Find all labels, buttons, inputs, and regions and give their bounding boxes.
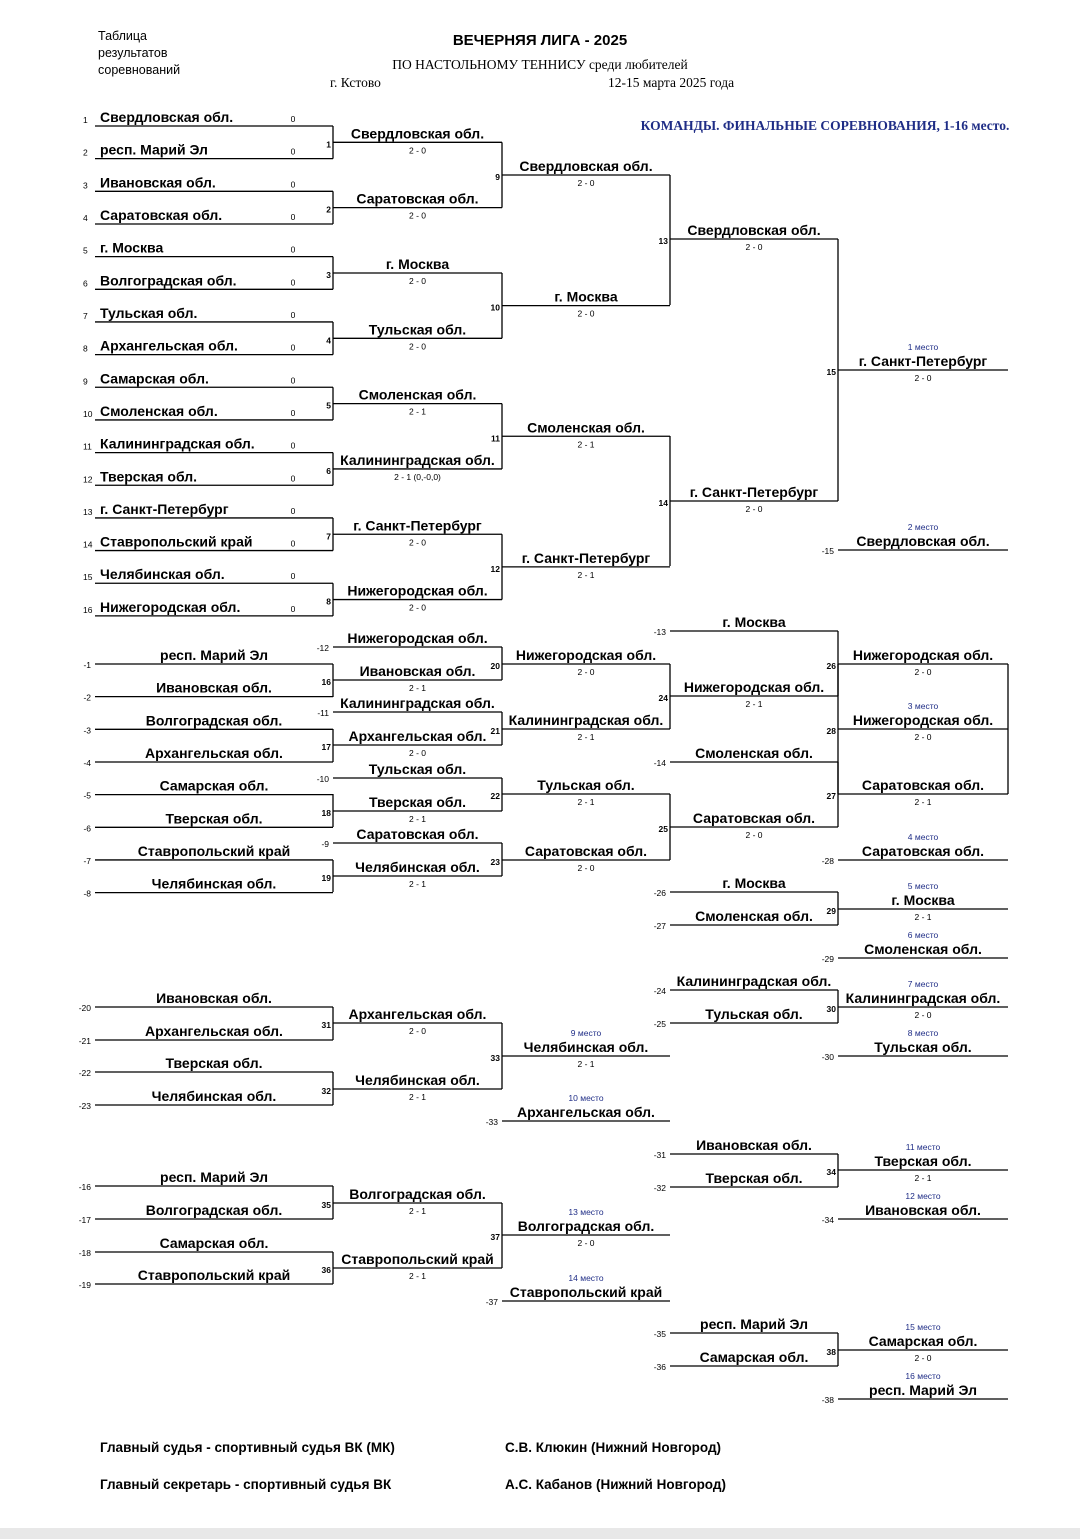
- thirteenth-winner-35: Волгоградская обл.: [349, 1186, 486, 1202]
- draw-no-16: 16: [83, 604, 93, 615]
- r3-winner-11-score: 2 - 1: [577, 439, 595, 450]
- chief-judge-name: С.В. Клюкин (Нижний Новгород): [505, 1440, 722, 1455]
- r2-winner-2: Саратовская обл.: [356, 190, 479, 207]
- loser-22: Тверская обл.: [165, 1055, 263, 1071]
- loser-27-ref: -27: [653, 921, 666, 931]
- draw-score-4: 0: [290, 211, 296, 222]
- semi-winner-14-score: 2 - 0: [745, 504, 763, 514]
- loser-32: Тверская обл.: [705, 1170, 803, 1186]
- loser-24-ref: -24: [653, 986, 666, 996]
- loser-8: Челябинская обл.: [151, 875, 277, 892]
- loser-15: Свердловская обл.: [856, 533, 990, 549]
- loser-33: Архангельская обл.: [517, 1104, 655, 1120]
- draw-score-7: 0: [290, 309, 296, 320]
- draw-score-8: 0: [290, 342, 296, 353]
- draw-team-6: Волгоградская обл.: [100, 272, 237, 289]
- place-7-label: 7 место: [907, 979, 939, 989]
- fifteenth-winner-38-match-no: 38: [826, 1347, 836, 1357]
- loser-5-ref: -5: [83, 790, 91, 801]
- cons-winner-16-score: 2 - 1: [408, 683, 427, 693]
- loser-7-ref: -7: [83, 855, 91, 866]
- semi-winner-13-match-no: 13: [658, 236, 668, 246]
- place-2-label: 2 место: [907, 522, 939, 532]
- draw-no-5: 5: [83, 245, 88, 256]
- loser-36: Самарская обл.: [699, 1349, 809, 1365]
- third-winner-28: Нижегородская обл.: [852, 712, 994, 728]
- draw-score-12: 0: [290, 473, 296, 484]
- draw-no-11: 11: [83, 441, 92, 452]
- loser-2: Ивановская обл.: [156, 679, 272, 696]
- r3-winner-11: Смоленская обл.: [527, 419, 645, 436]
- page-title: ВЕЧЕРНЯЯ ЛИГА - 2025: [452, 32, 628, 49]
- loser-29-ref: -29: [821, 954, 834, 964]
- cons-winner-26: Нижегородская обл.: [852, 647, 994, 663]
- loser-11: Калининградская обл.: [340, 695, 495, 711]
- cons-winner-27-score: 2 - 1: [914, 797, 932, 807]
- chief-secretary-name: А.С. Кабанов (Нижний Новгород): [505, 1477, 726, 1492]
- cons-winner-16: Ивановская обл.: [359, 663, 476, 679]
- loser-28: Саратовская обл.: [861, 843, 985, 859]
- loser-37: Ставропольский край: [509, 1284, 663, 1300]
- cons-winner-20: Нижегородская обл.: [515, 647, 657, 663]
- loser-10: Тульская обл.: [368, 761, 467, 777]
- loser-14-ref: -14: [653, 758, 666, 768]
- loser-27: Смоленская обл.: [695, 908, 813, 924]
- event-city: г. Кстово: [330, 75, 381, 90]
- cons-winner-23: Саратовская обл.: [524, 843, 648, 859]
- chief-secretary-role: Главный секретарь - спортивный судья ВК: [100, 1477, 392, 1492]
- ninth-winner-31: Архангельская обл.: [348, 1006, 487, 1022]
- seventh-winner-30-score: 2 - 0: [914, 1010, 932, 1020]
- thirteenth-winner-35-score: 2 - 1: [408, 1206, 427, 1216]
- loser-3-ref: -3: [83, 725, 91, 736]
- third-winner-28-score: 2 - 0: [914, 732, 932, 742]
- loser-35: респ. Марий Эл: [700, 1316, 808, 1332]
- draw-team-16: Нижегородская обл.: [100, 598, 241, 615]
- draw-score-3: 0: [290, 179, 296, 190]
- draw-no-4: 4: [83, 212, 88, 223]
- cons-winner-26-score: 2 - 0: [914, 667, 932, 677]
- place-3-label: 3 место: [907, 701, 939, 711]
- place-10-label: 10 место: [568, 1093, 604, 1103]
- r2-winner-4: Тульская обл.: [368, 321, 467, 338]
- r3-winner-12-match-no: 12: [490, 563, 500, 574]
- r2-winner-3: г. Москва: [385, 255, 450, 272]
- cons-winner-16-match-no: 16: [321, 677, 331, 687]
- r2-winner-7-score: 2 - 0: [408, 537, 427, 548]
- loser-20-ref: -20: [78, 1003, 91, 1013]
- loser-18: Самарская обл.: [159, 1235, 269, 1251]
- cons-winner-19-score: 2 - 1: [408, 879, 427, 889]
- r2-winner-7: г. Санкт-Петербург: [353, 517, 482, 534]
- loser-37-ref: -37: [485, 1297, 498, 1307]
- draw-no-7: 7: [83, 310, 88, 321]
- cons-winner-24-match-no: 24: [658, 693, 668, 703]
- place-5-label: 5 место: [907, 881, 939, 891]
- fifth-winner-29-match-no: 29: [826, 906, 836, 916]
- thirteenth-winner-36-score: 2 - 1: [408, 1271, 427, 1281]
- draw-no-8: 8: [83, 343, 88, 354]
- loser-21-ref: -21: [78, 1036, 91, 1046]
- cons-winner-17-score: 2 - 0: [408, 748, 427, 758]
- loser-19: Ставропольский край: [137, 1267, 291, 1283]
- loser-23: Челябинская обл.: [151, 1088, 277, 1104]
- thirteenth-winner-37: Волгоградская обл.: [517, 1218, 655, 1234]
- place-15-label: 15 место: [905, 1322, 941, 1332]
- draw-score-9: 0: [290, 375, 296, 386]
- draw-team-8: Архангельская обл.: [100, 337, 238, 354]
- r3-winner-12: г. Санкт-Петербург: [521, 549, 651, 566]
- loser-1: респ. Марий Эл: [160, 647, 268, 663]
- cons-winner-19-match-no: 19: [321, 873, 331, 883]
- fifth-winner-29: г. Москва: [891, 892, 955, 908]
- draw-score-14: 0: [290, 538, 296, 549]
- draw-no-6: 6: [83, 278, 88, 289]
- cons-winner-27-match-no: 27: [826, 791, 836, 801]
- place-12-label: 12 место: [905, 1191, 941, 1201]
- cons-winner-24-score: 2 - 1: [745, 699, 763, 709]
- r2-winner-6: Калининградская обл.: [340, 451, 495, 468]
- semi-winner-14-match-no: 14: [658, 498, 668, 508]
- draw-team-12: Тверская обл.: [100, 468, 198, 485]
- loser-16: респ. Марий Эл: [160, 1169, 268, 1185]
- r2-winner-6-score: 2 - 1 (0,-0,0): [394, 471, 441, 482]
- cons-winner-21: Калининградская обл.: [508, 712, 664, 728]
- cons-winner-21-score: 2 - 1: [577, 732, 595, 742]
- draw-team-9: Самарская обл.: [100, 370, 209, 387]
- draw-team-5: г. Москва: [100, 239, 164, 256]
- loser-31: Ивановская обл.: [696, 1137, 812, 1153]
- draw-no-14: 14: [83, 539, 93, 550]
- draw-no-15: 15: [83, 572, 93, 583]
- loser-17: Волгоградская обл.: [145, 1202, 283, 1218]
- r3-winner-12-score: 2 - 1: [577, 569, 595, 580]
- final-winner-15: г. Санкт-Петербург: [858, 353, 988, 369]
- loser-30: Тульская обл.: [874, 1039, 972, 1055]
- r3-winner-10-score: 2 - 0: [577, 308, 595, 319]
- draw-team-4: Саратовская обл.: [100, 206, 223, 223]
- loser-19-ref: -19: [78, 1280, 91, 1290]
- loser-11-ref: -11: [317, 708, 329, 718]
- draw-team-2: респ. Марий Эл: [100, 141, 208, 158]
- r2-winner-8-score: 2 - 0: [408, 602, 427, 613]
- loser-8-ref: -8: [83, 888, 91, 899]
- loser-13-ref: -13: [653, 627, 666, 637]
- loser-4-ref: -4: [83, 757, 91, 768]
- cons-winner-27: Саратовская обл.: [861, 777, 985, 793]
- cons-winner-21-match-no: 21: [490, 726, 500, 736]
- draw-score-1: 0: [290, 114, 296, 124]
- loser-26: г. Москва: [722, 875, 786, 891]
- cons-winner-22-match-no: 22: [490, 791, 500, 801]
- loser-12: Нижегородская обл.: [347, 630, 488, 646]
- draw-no-9: 9: [83, 376, 88, 387]
- r2-winner-3-score: 2 - 0: [408, 275, 427, 286]
- place-14-label: 14 место: [568, 1273, 604, 1283]
- cons-winner-20-score: 2 - 0: [577, 667, 595, 677]
- r3-winner-10-match-no: 10: [490, 302, 500, 313]
- cons-winner-25: Саратовская обл.: [692, 810, 816, 826]
- place-9-label: 9 место: [570, 1028, 602, 1038]
- r2-winner-1: Свердловская обл.: [350, 125, 485, 142]
- loser-29: Смоленская обл.: [864, 941, 982, 957]
- loser-4: Архангельская обл.: [145, 744, 283, 761]
- draw-score-13: 0: [290, 505, 296, 516]
- r2-winner-2-match-no: 2: [326, 204, 331, 215]
- ninth-winner-32-score: 2 - 1: [408, 1092, 427, 1102]
- r2-winner-8-match-no: 8: [326, 596, 331, 607]
- loser-18-ref: -18: [78, 1248, 91, 1258]
- loser-5: Самарская обл.: [159, 777, 269, 794]
- r3-winner-11-match-no: 11: [491, 433, 500, 444]
- draw-score-15: 0: [290, 571, 296, 582]
- r2-winner-4-score: 2 - 0: [408, 341, 427, 352]
- final-winner-15-score: 2 - 0: [914, 373, 932, 383]
- thirteenth-winner-37-match-no: 37: [490, 1232, 500, 1242]
- loser-34: Ивановская обл.: [865, 1202, 981, 1218]
- thirteenth-winner-36-match-no: 36: [321, 1265, 331, 1275]
- cons-winner-25-score: 2 - 0: [745, 830, 763, 840]
- loser-25: Тульская обл.: [705, 1006, 803, 1022]
- corner-line-1: Таблица: [98, 29, 148, 43]
- r2-winner-2-score: 2 - 0: [408, 210, 427, 221]
- loser-31-ref: -31: [653, 1150, 666, 1160]
- cons-winner-18-match-no: 18: [321, 808, 331, 818]
- loser-35-ref: -35: [653, 1329, 666, 1339]
- loser-36-ref: -36: [653, 1362, 666, 1372]
- chief-judge-role: Главный судья - спортивный судья ВК (МК): [100, 1440, 395, 1455]
- draw-no-1: 1: [83, 115, 88, 125]
- loser-26-ref: -26: [653, 888, 666, 898]
- draw-team-10: Смоленская обл.: [100, 402, 218, 419]
- place-6-label: 6 место: [907, 930, 939, 940]
- loser-28-ref: -28: [821, 856, 834, 866]
- loser-9-ref: -9: [321, 839, 329, 849]
- draw-score-2: 0: [290, 146, 296, 157]
- cons-winner-20-match-no: 20: [490, 661, 500, 671]
- ninth-winner-31-match-no: 31: [321, 1020, 331, 1030]
- r2-winner-5-score: 2 - 1: [408, 406, 427, 417]
- r3-winner-9-score: 2 - 0: [577, 177, 595, 188]
- ninth-winner-32-match-no: 32: [321, 1086, 331, 1096]
- draw-score-16: 0: [290, 603, 296, 614]
- loser-9: Саратовская обл.: [356, 826, 479, 842]
- r2-winner-6-match-no: 6: [326, 465, 331, 476]
- semi-winner-13: Свердловская обл.: [687, 222, 821, 238]
- ninth-winner-33-score: 2 - 1: [577, 1059, 595, 1069]
- loser-6-ref: -6: [83, 823, 91, 834]
- loser-15-ref: -15: [821, 546, 834, 556]
- r2-winner-7-match-no: 7: [326, 531, 331, 542]
- r2-winner-1-score: 2 - 0: [408, 145, 427, 156]
- loser-24: Калининградская обл.: [676, 973, 832, 989]
- cons-winner-23-match-no: 23: [490, 857, 500, 867]
- loser-14: Смоленская обл.: [695, 745, 813, 761]
- thirteenth-winner-37-score: 2 - 0: [577, 1238, 595, 1248]
- draw-team-3: Ивановская обл.: [100, 174, 216, 191]
- draw-score-5: 0: [290, 244, 296, 255]
- loser-25-ref: -25: [653, 1019, 666, 1029]
- draw-team-7: Тульская обл.: [100, 304, 198, 321]
- loser-7: Ставропольский край: [137, 842, 291, 859]
- page-subtitle: ПО НАСТОЛЬНОМУ ТЕННИСУ среди любителей: [392, 57, 688, 72]
- cons-winner-17: Архангельская обл.: [348, 728, 487, 744]
- loser-38-ref: -38: [821, 1395, 834, 1405]
- r3-winner-9: Свердловская обл.: [519, 157, 653, 174]
- loser-20: Ивановская обл.: [156, 990, 272, 1006]
- draw-no-3: 3: [83, 180, 88, 191]
- loser-10-ref: -10: [316, 774, 329, 784]
- r3-winner-10: г. Москва: [554, 288, 618, 305]
- draw-no-13: 13: [83, 506, 93, 517]
- section-title: КОМАНДЫ. ФИНАЛЬНЫЕ СОРЕВНОВАНИЯ, 1-16 место.: [640, 118, 1010, 133]
- ninth-winner-32: Челябинская обл.: [355, 1072, 480, 1088]
- ninth-winner-33-match-no: 33: [490, 1053, 500, 1063]
- r2-winner-8: Нижегородская обл.: [347, 582, 488, 599]
- loser-6: Тверская обл.: [165, 810, 263, 827]
- draw-score-6: 0: [290, 277, 296, 288]
- r2-winner-4-match-no: 4: [326, 335, 331, 346]
- draw-score-10: 0: [290, 407, 296, 418]
- loser-2-ref: -2: [83, 692, 91, 703]
- r2-winner-5-match-no: 5: [326, 400, 331, 411]
- event-dates: 12-15 марта 2025 года: [608, 75, 735, 90]
- draw-no-2: 2: [83, 147, 88, 158]
- corner-line-3: соревнований: [98, 63, 181, 77]
- loser-3: Волгоградская обл.: [145, 712, 283, 729]
- loser-32-ref: -32: [653, 1183, 666, 1193]
- draw-score-11: 0: [290, 440, 296, 451]
- loser-16-ref: -16: [78, 1182, 91, 1192]
- cons-winner-17-match-no: 17: [321, 742, 331, 752]
- r2-winner-1-match-no: 1: [326, 139, 331, 150]
- cons-winner-18-score: 2 - 1: [408, 814, 427, 824]
- loser-33-ref: -33: [485, 1117, 498, 1127]
- r2-winner-3-match-no: 3: [326, 269, 331, 280]
- place-4-label: 4 место: [907, 832, 939, 842]
- draw-no-12: 12: [83, 474, 93, 485]
- loser-12-ref: -12: [316, 643, 329, 653]
- draw-no-10: 10: [83, 408, 93, 419]
- loser-38: респ. Марий Эл: [869, 1382, 977, 1398]
- r3-winner-9-match-no: 9: [495, 171, 500, 182]
- loser-13: г. Москва: [722, 614, 786, 630]
- cons-winner-22: Тульская обл.: [537, 777, 635, 793]
- draw-team-13: г. Санкт-Петербург: [100, 500, 229, 517]
- r2-winner-5: Смоленская обл.: [358, 386, 477, 403]
- place-13-label: 13 место: [568, 1207, 604, 1217]
- draw-team-14: Ставропольский край: [100, 533, 253, 550]
- loser-22-ref: -22: [78, 1068, 91, 1078]
- loser-21: Архангельская обл.: [145, 1023, 283, 1039]
- loser-17-ref: -17: [78, 1215, 91, 1225]
- draw-team-1: Свердловская обл.: [100, 109, 234, 125]
- ninth-winner-31-score: 2 - 0: [408, 1026, 427, 1036]
- eleventh-winner-34-score: 2 - 1: [914, 1173, 932, 1183]
- semi-winner-13-score: 2 - 0: [745, 242, 763, 252]
- eleventh-winner-34-match-no: 34: [826, 1167, 836, 1177]
- place-16-label: 16 место: [905, 1371, 941, 1381]
- cons-winner-24: Нижегородская обл.: [683, 679, 825, 695]
- corner-line-2: результатов: [98, 46, 168, 60]
- seventh-winner-30: Калининградская обл.: [845, 990, 1001, 1006]
- seventh-winner-30-match-no: 30: [826, 1004, 836, 1014]
- cons-winner-26-match-no: 26: [826, 661, 836, 671]
- place-8-label: 8 место: [907, 1028, 939, 1038]
- third-winner-28-match-no: 28: [826, 726, 836, 736]
- loser-1-ref: -1: [83, 660, 91, 670]
- thirteenth-winner-36: Ставропольский край: [341, 1251, 494, 1267]
- place-1-label: 1 место: [907, 342, 939, 352]
- cons-winner-25-match-no: 25: [658, 824, 668, 834]
- semi-winner-14: г. Санкт-Петербург: [689, 484, 819, 500]
- eleventh-winner-34: Тверская обл.: [874, 1153, 972, 1169]
- thirteenth-winner-35-match-no: 35: [321, 1200, 331, 1210]
- cons-winner-23-score: 2 - 0: [577, 863, 595, 873]
- ninth-winner-33: Челябинская обл.: [523, 1039, 649, 1055]
- loser-23-ref: -23: [78, 1101, 91, 1111]
- place-11-label: 11 место: [905, 1142, 941, 1152]
- cons-winner-19: Челябинская обл.: [355, 859, 480, 875]
- draw-team-11: Калининградская обл.: [100, 435, 255, 452]
- cons-winner-18: Тверская обл.: [368, 794, 467, 810]
- cons-winner-22-score: 2 - 1: [577, 797, 595, 807]
- fifteenth-winner-38-score: 2 - 0: [914, 1353, 932, 1363]
- fifteenth-winner-38: Самарская обл.: [868, 1333, 978, 1349]
- loser-34-ref: -34: [821, 1215, 834, 1225]
- fifth-winner-29-score: 2 - 1: [914, 912, 932, 922]
- page-bottom-bar: [0, 1528, 1080, 1539]
- final-winner-15-match-no: 15: [826, 367, 836, 377]
- loser-30-ref: -30: [821, 1052, 834, 1062]
- draw-team-15: Челябинская обл.: [100, 566, 225, 583]
